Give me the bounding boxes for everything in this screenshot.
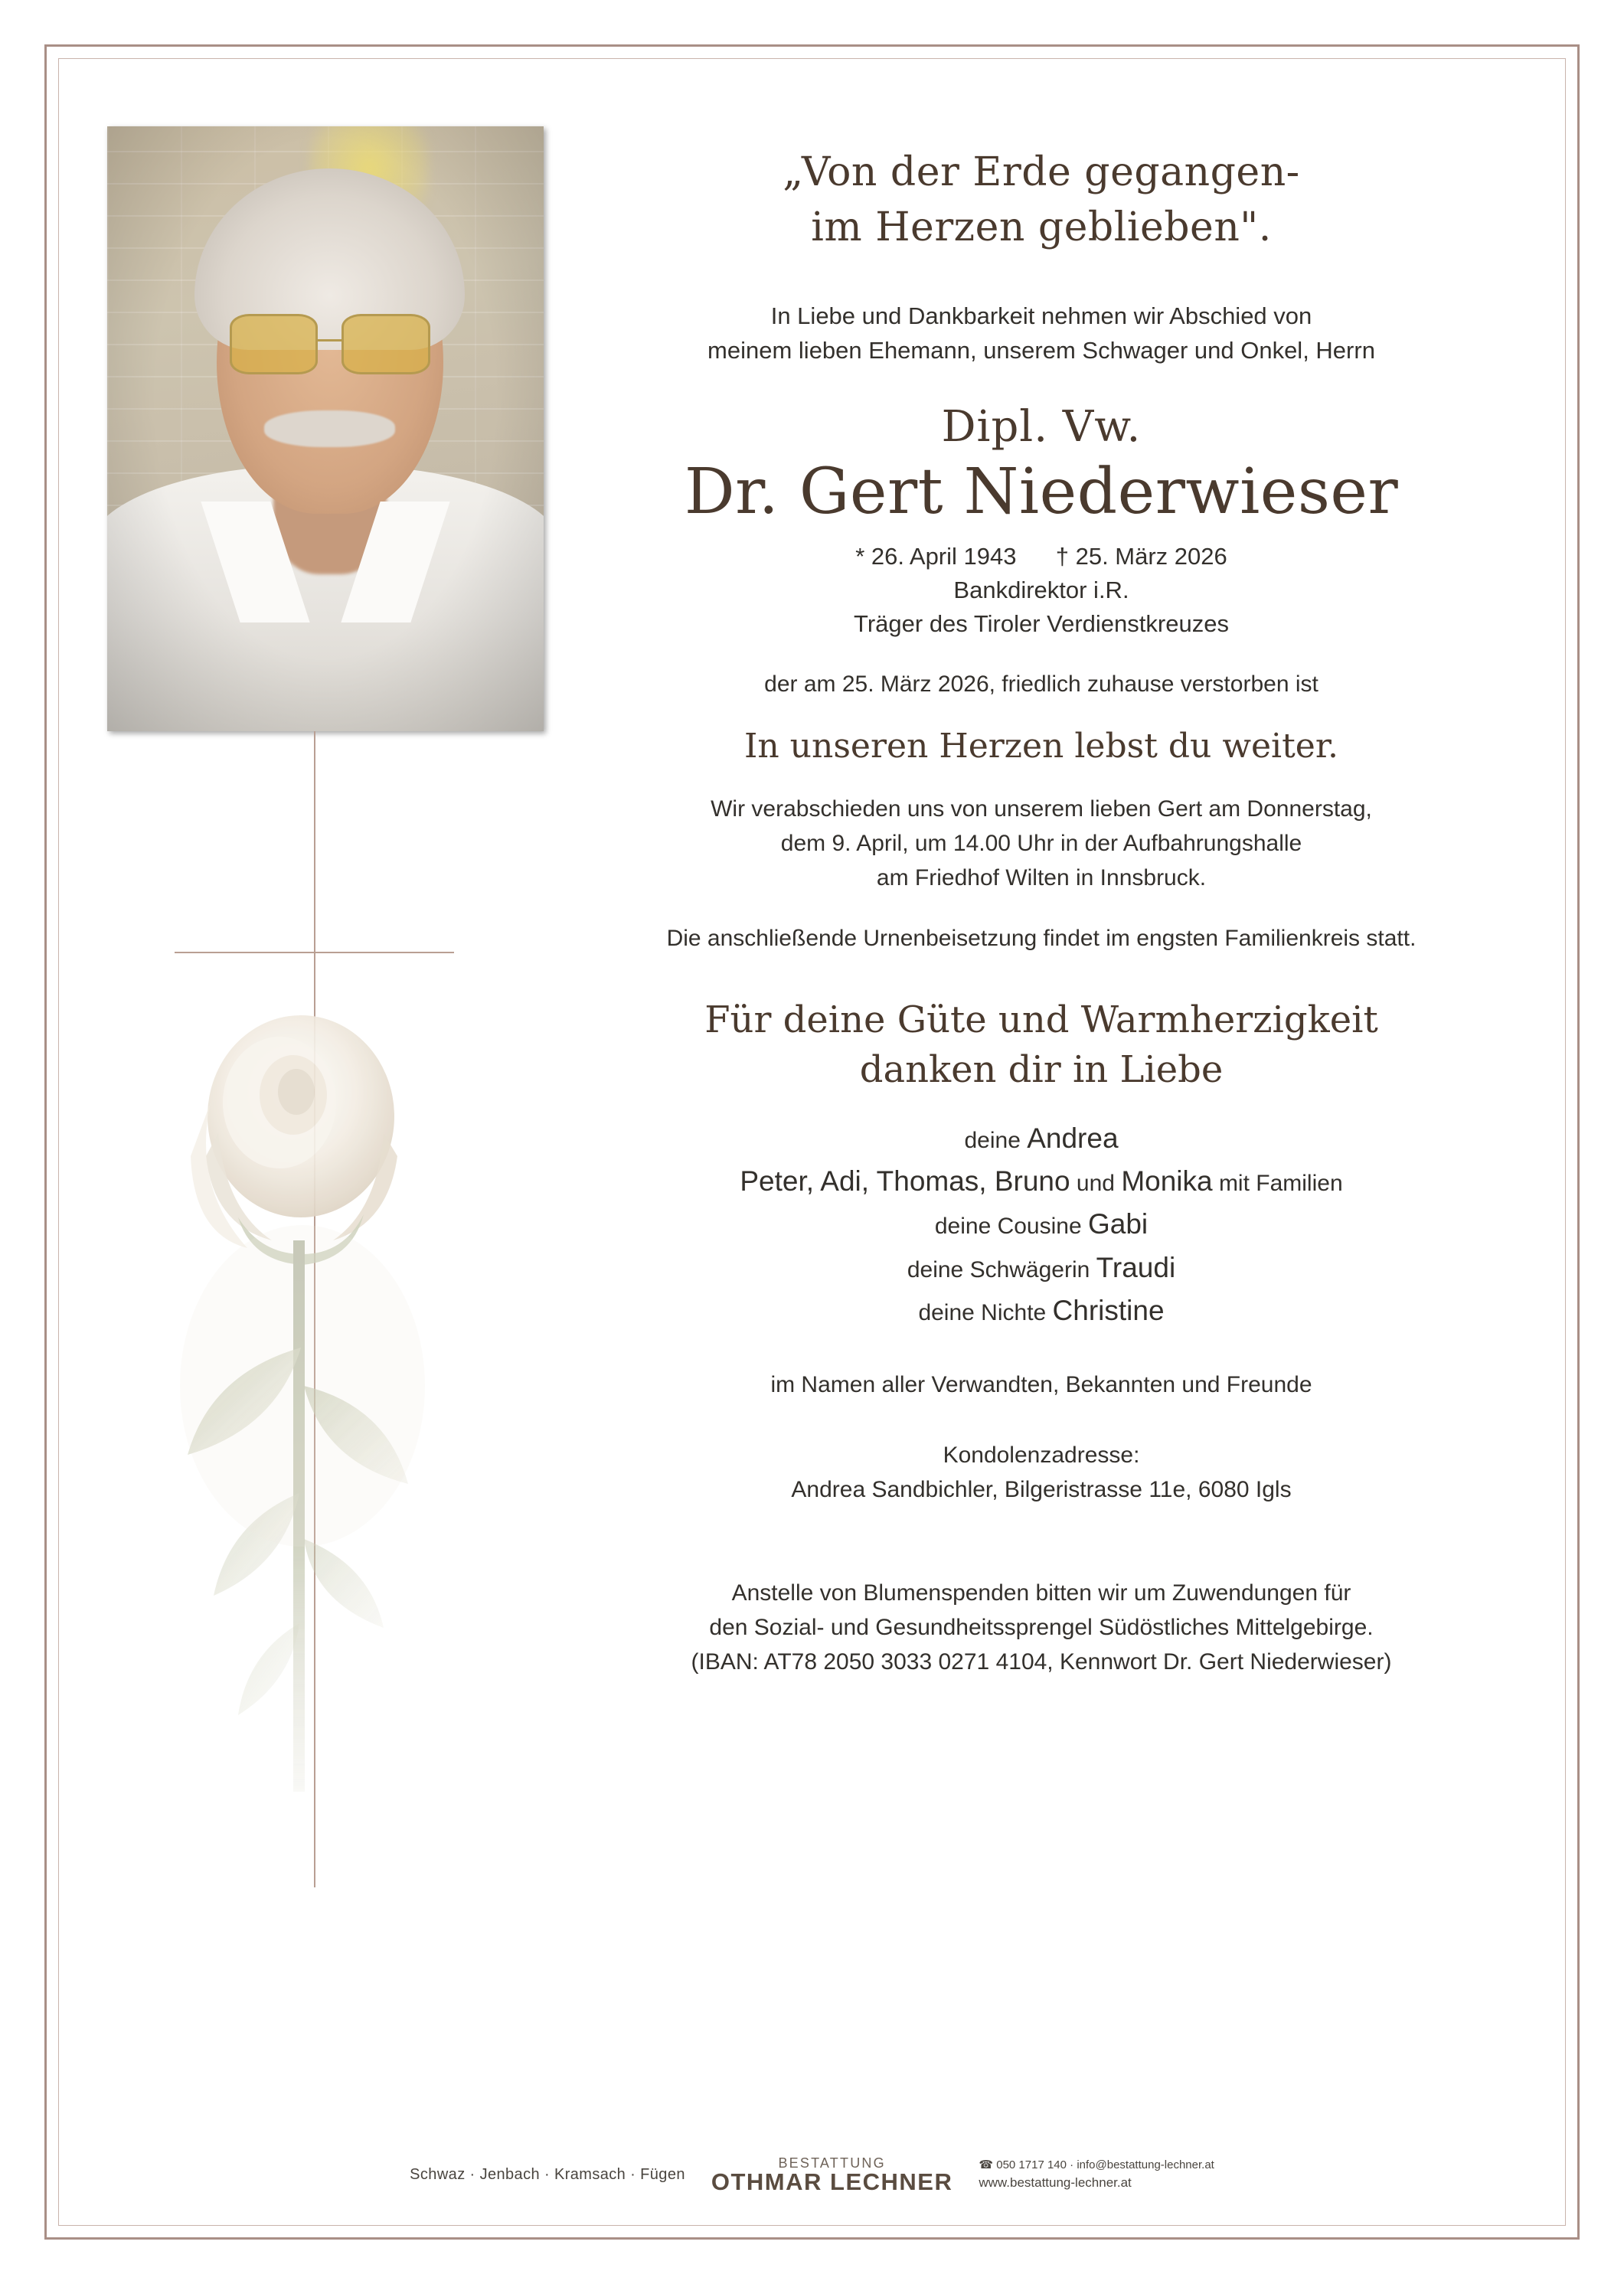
burial-note: Die anschließende Urnenbeisetzung findet im engsten Familienkreis statt.: [666, 926, 1417, 952]
thanks-line-1: Für deine Güte und Warmherzigkeit: [704, 998, 1378, 1042]
portrait-image: [107, 126, 544, 731]
footer: [0, 2148, 1624, 2201]
cross-vertical: [314, 731, 315, 1887]
farewell-line-2: dem 9. April, um 14.00 Uhr in der Aufbahrungshalle: [780, 831, 1302, 857]
on-behalf-note: im Namen aller Verwandten, Bekannten und Freunde: [770, 1372, 1312, 1397]
birth-date: * 26. April 1943: [855, 543, 1017, 570]
cross-horizontal: [175, 952, 454, 953]
family-row-2: [567, 1160, 1516, 1203]
intro-line-2: meinem lieben Ehemann, unserem Schwager und Onkel, Herrn: [707, 337, 1375, 364]
family-row-2-post: mit Familien: [1212, 1171, 1343, 1197]
family-row-2-mid: und: [1070, 1171, 1122, 1197]
death-date: † 25. März 2026: [1055, 543, 1227, 570]
family-row-5: [567, 1289, 1516, 1332]
thanks-message: [567, 995, 1516, 1094]
donation-line-3: (IBAN: AT78 2050 3033 0271 4104, Kennwort Dr. Gert Niederwieser): [691, 1649, 1392, 1675]
donation-line-1: Anstelle von Blumenspenden bitten wir um Zuwendungen für: [731, 1580, 1351, 1606]
condolence-block: [567, 1438, 1516, 1507]
quote-line-1: „Von der Erde gegangen-: [783, 149, 1300, 195]
family-row-3-name: Gabi: [1088, 1208, 1149, 1240]
footer-locations: Schwaz · Jenbach · Kramsach · Fügen: [410, 2165, 685, 2183]
family-row-1: [567, 1117, 1516, 1160]
family-row-2-names: Peter, Adi, Thomas, Bruno: [740, 1165, 1070, 1198]
family-row-4-prefix: deine Schwägerin: [907, 1256, 1096, 1283]
memorial-quote: [567, 145, 1516, 256]
family-row-5-prefix: deine Nichte: [918, 1299, 1053, 1325]
life-dates: [567, 540, 1516, 641]
deceased-degree: Dipl. Vw.: [941, 402, 1142, 453]
photo-vignette: [107, 126, 544, 731]
occupation: Bankdirektor i.R.: [953, 577, 1129, 604]
family-row-5-name: Christine: [1052, 1294, 1165, 1326]
farewell-details: [567, 792, 1516, 895]
footer-contact: [979, 2157, 1214, 2192]
family-row-3: [567, 1203, 1516, 1246]
condolence-address: Andrea Sandbichler, Bilgeristrasse 11e, 6080 Igls: [791, 1477, 1292, 1502]
heart-line: In unseren Herzen lebst du weiter.: [743, 727, 1339, 766]
deceased-name: Dr. Gert Niederwieser: [684, 456, 1399, 529]
donation-block: [567, 1576, 1516, 1679]
logo-line-2: OTHMAR LECHNER: [711, 2168, 953, 2195]
farewell-line-3: am Friedhof Wilten in Innsbruck.: [876, 865, 1207, 891]
honour: Träger des Tiroler Verdienstkreuzes: [854, 610, 1229, 638]
family-row-1-prefix: deine: [964, 1127, 1028, 1153]
footer-contact-website: www.bestattung-lechner.at: [979, 2175, 1132, 2190]
family-row-4-name: Traudi: [1096, 1251, 1176, 1283]
intro-text: [567, 299, 1516, 369]
dates-row: [567, 540, 1516, 573]
family-row-3-prefix: deine Cousine: [934, 1214, 1088, 1240]
footer-contact-phone-email: ☎ 050 1717 140 · info@bestattung-lechner.at: [979, 2158, 1214, 2171]
condolence-label: Kondolenzadresse:: [943, 1443, 1140, 1468]
memorial-text-column: [567, 145, 1516, 1679]
logo-line-1: BESTATTUNG: [778, 2155, 886, 2171]
intro-line-1: In Liebe und Dankbarkeit nehmen wir Abschied von: [770, 302, 1312, 329]
family-list: [567, 1117, 1516, 1332]
thanks-line-2: danken dir in Liebe: [859, 1047, 1224, 1091]
donation-line-2: den Sozial- und Gesundheitssprengel Südöstliches Mittelgebirge.: [709, 1615, 1374, 1640]
family-row-1-name: Andrea: [1027, 1122, 1119, 1154]
farewell-line-1: Wir verabschieden uns von unserem lieben Gert am Donnerstag,: [711, 796, 1372, 822]
portrait-photo: [107, 126, 544, 731]
passing-note: der am 25. März 2026, friedlich zuhause verstorben ist: [764, 671, 1318, 698]
quote-line-2: im Herzen geblieben".: [811, 204, 1272, 250]
funeral-home-logo: [711, 2156, 953, 2194]
family-row-4: [567, 1247, 1516, 1289]
family-row-2-name2: Monika: [1121, 1165, 1213, 1198]
